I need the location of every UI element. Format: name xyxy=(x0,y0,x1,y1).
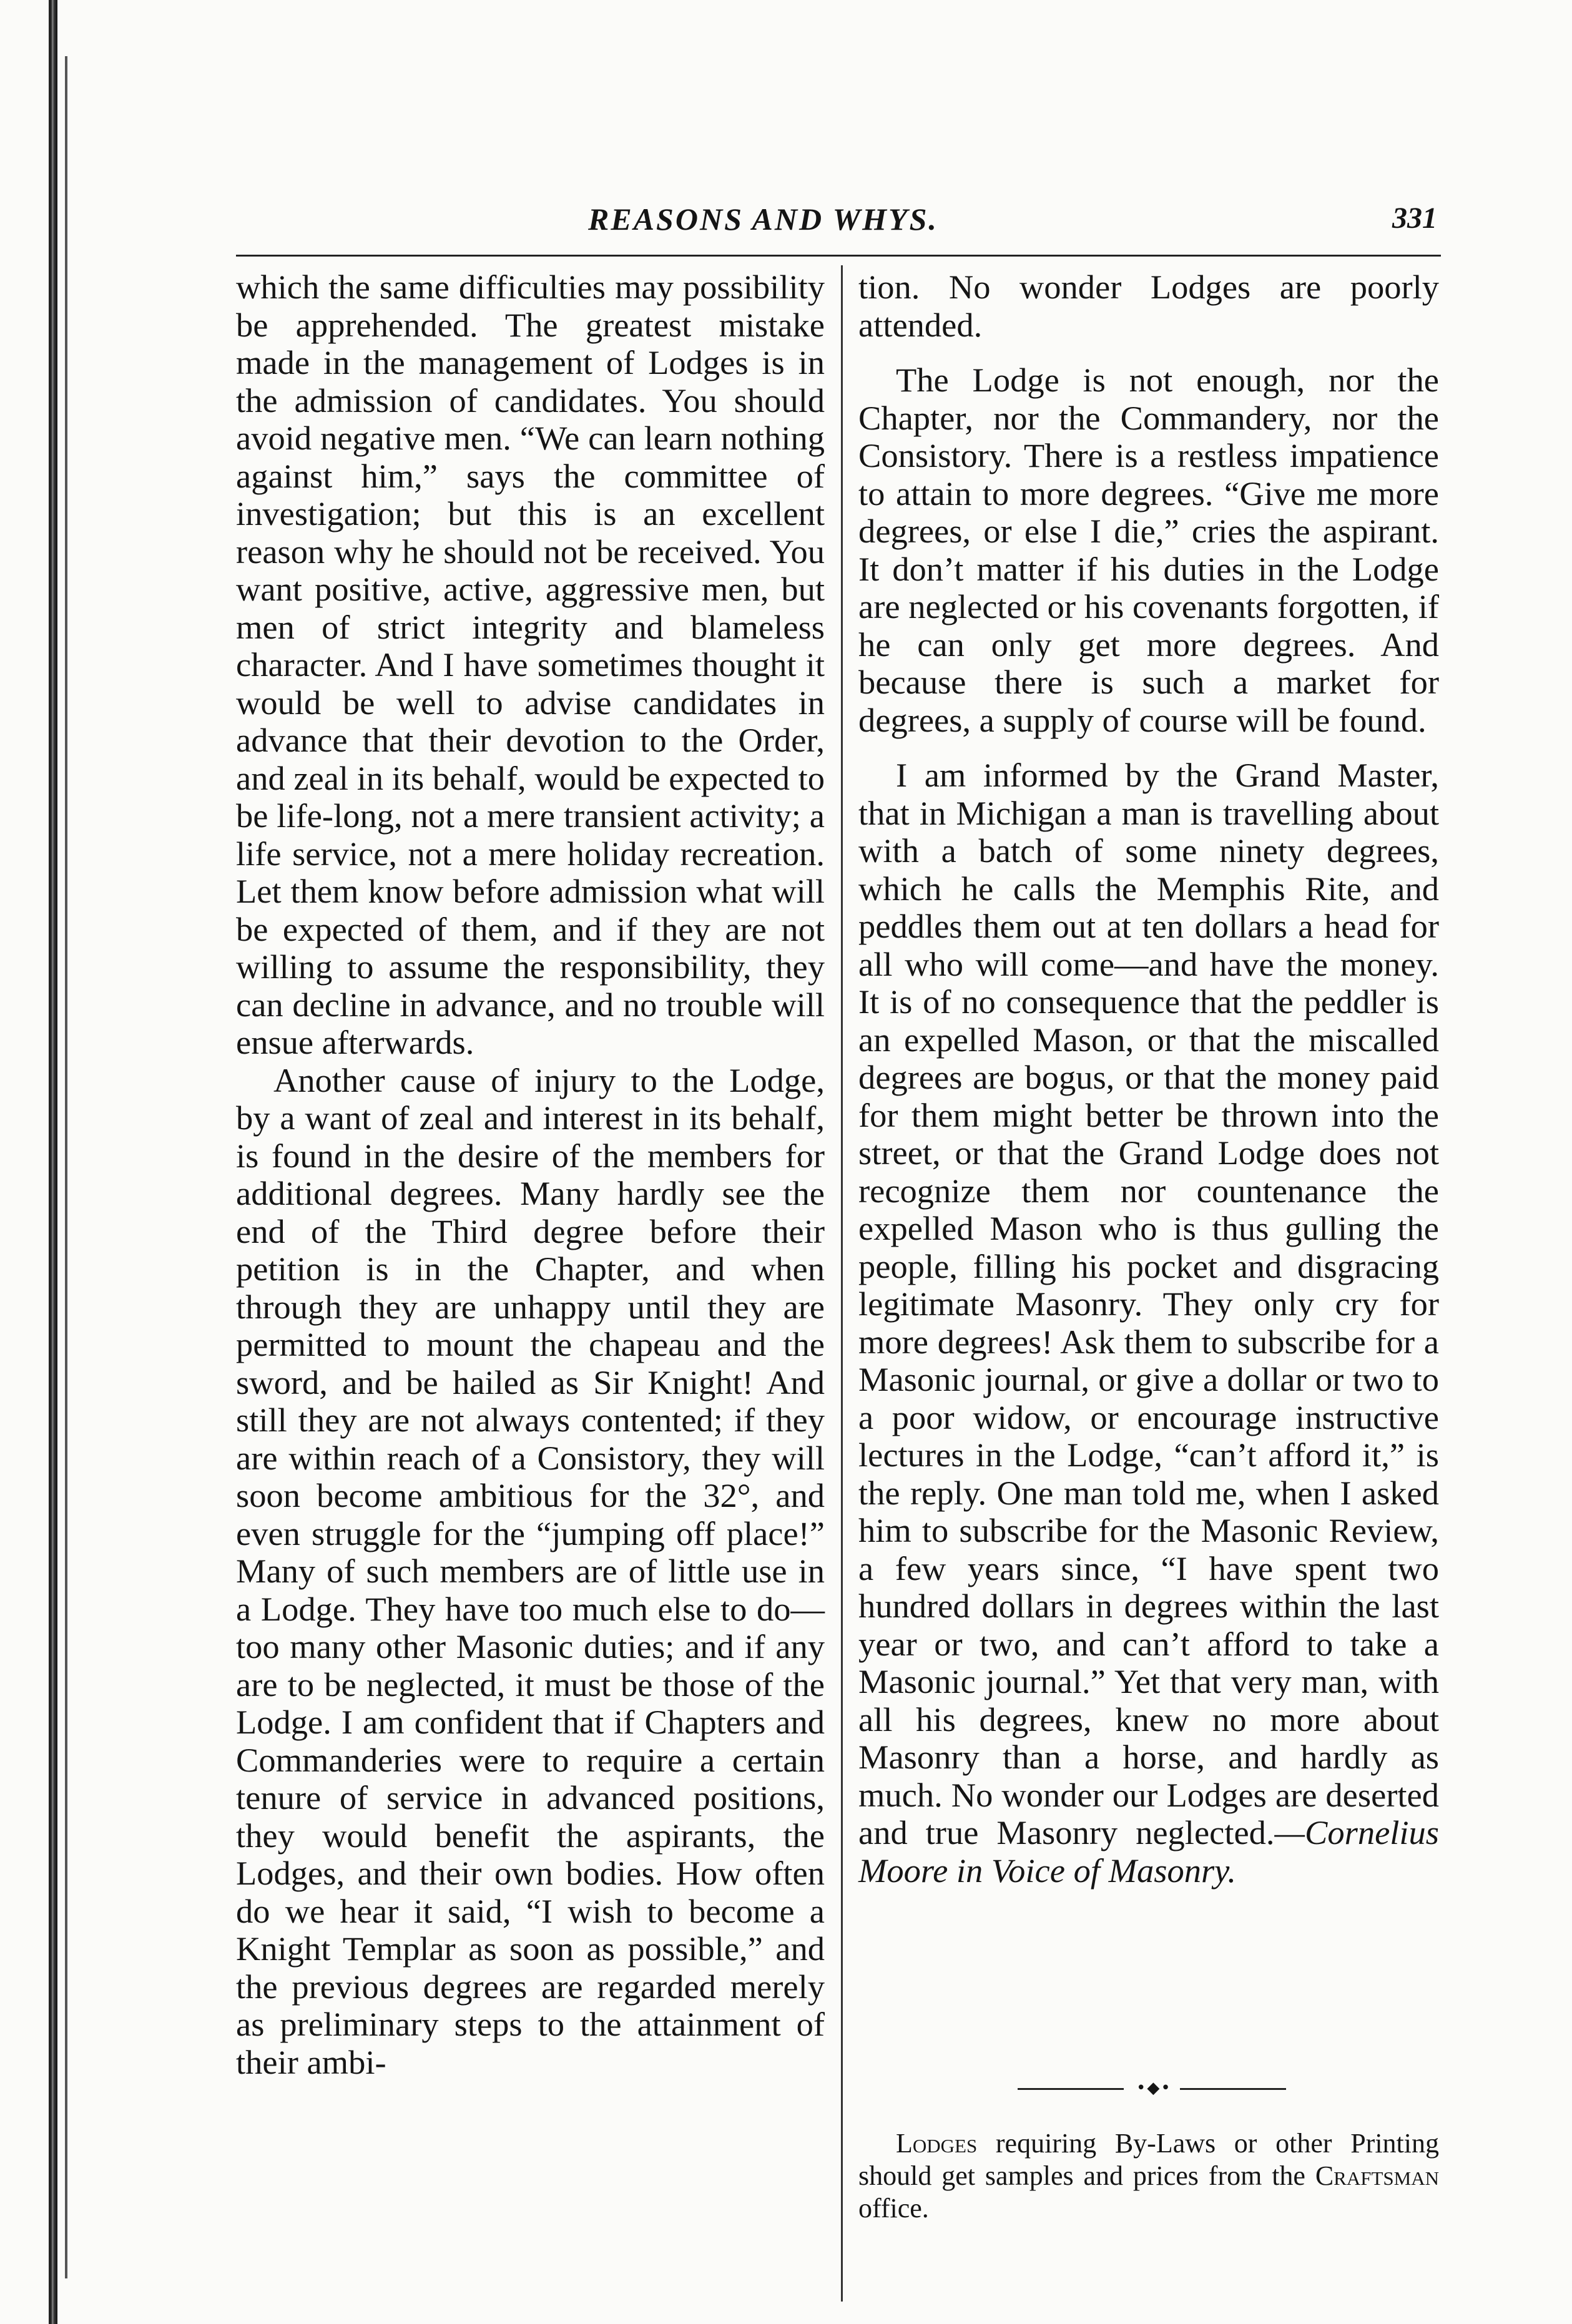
right-paragraph-1: tion. No wonder Lodges are poorly attended. xyxy=(858,268,1439,344)
page-binding-shadow xyxy=(65,56,67,2278)
ornament-line-right xyxy=(1180,2088,1286,2090)
right-paragraph-3-text: I am informed by the Grand Master, that in Michigan a man is travelling about with a batch of some ninety degrees, which he calls the Memphis Rite, and peddles them out at ten dollars a head for all who will come—and have the money. It is of no consequence that the peddler is an expelled Mason, or that the miscalled degrees are bogus, or that the money paid for them might better be thrown into the street, or that the Grand Lodge does not recognize them nor countenance the expelled Mason who is thus gulling the people, filling his pocket and disgracing legitimate Masonry. They only cry for more degrees! Ask them to subscribe for a Masonic journal, or give a dollar or two to a poor widow, or encourage instructive lectures in the Lodge, “can’t afford it,” is the reply. One man told me, when I asked him to subscribe for the Masonic Review, a few years since, “I have spent two hundred dollars in degrees within the last year or two, and can’t afford to take a Masonic journal.” Yet that very man, with all his degrees, knew no more about Masonry than a horse, and hardly as much. No wonder our Lodges are deserted and true Masonry neglected. xyxy=(858,756,1439,1851)
page-number: 331 xyxy=(1392,202,1437,235)
left-paragraph-2: Another cause of injury to the Lodge, by a want of zeal and interest in its behalf, is found in the desire of the members for additional degrees. Many hardly see the end of the Third degree before their petition is in the Chapter, and when through they are unhappy until they are permitted to mount the chapeau and the sword, and be hailed as Sir Knight! And still they are not always contented; if they are within reach of a Consistory, they will soon become ambitious for the 32°, and even struggle for the “jumping off place!” Many of such members are of little use in a Lodge. They have too much else to do—too many other Masonic duties; and if any are to be neglected, it must be those of the Lodge. I am confident that if Chapters and Commanderies were to require a certain tenure of service in advanced positions, they would benefit the aspirants, the Lodges, and their own bodies. How often do we hear it said, “I wish to become a Knight Templar as soon as possible,” and the previous degrees are regarded merely as preliminary steps to the attainment of their ambi- xyxy=(236,1061,825,2081)
ornament-glyph: •◆• xyxy=(1136,2079,1172,2097)
notice-text: requiring By-Laws or other Printing should get samples and prices from the xyxy=(858,2128,1439,2191)
section-ornament xyxy=(1018,2079,1286,2097)
header-rule xyxy=(236,255,1441,257)
right-column xyxy=(858,268,1439,1890)
attribution: —Cornelius Moore in Voice of Masonry. xyxy=(858,1813,1439,1890)
column-divider xyxy=(841,265,843,2302)
notice-lead: Lodges xyxy=(896,2128,978,2159)
page-binding-edge xyxy=(49,0,57,2324)
left-paragraph-1: which the same difficulties may possibility be apprehended. The greatest mistake made in the management of Lodges is in the admission of candidates. You should avoid negative men. “We can learn nothing against him,” says the committee of investigation; but this is an excellent reason why he should not be received. You want positive, active, aggressive men, but men of strict integrity and blameless character. And I have sometimes thought it would be well to advise candidates in advance that their devotion to the Order, and zeal in its behalf, would be expected to be life-long, not a mere transient activity; a life service, not a mere holiday recreation. Let them know before admission what will be expected of them, and if they are not willing to assume the responsibility, they can decline in advance, and no trouble will ensue afterwards. xyxy=(236,268,825,1061)
notice-office: Craftsman xyxy=(1315,2160,1439,2191)
page-header xyxy=(238,201,1437,245)
right-paragraph-2: The Lodge is not enough, nor the Chapter, nor the Commandery, nor the Consistory. There is a restless impatience to attain to more degrees. “Give me more degrees, or else I die,” cries the aspirant. It don’t matter if his duties in the Lodge are neglected or his covenants forgotten, if he can only get more degrees. And because there is such a market for degrees, a supply of course will be found. xyxy=(858,361,1439,739)
printing-notice xyxy=(858,2127,1439,2225)
running-title: REASONS AND WHYS. xyxy=(588,202,938,237)
ornament-line-left xyxy=(1018,2088,1124,2090)
left-column xyxy=(236,268,825,2081)
notice-tail: office. xyxy=(858,2193,929,2223)
right-paragraph-3 xyxy=(858,757,1439,1890)
